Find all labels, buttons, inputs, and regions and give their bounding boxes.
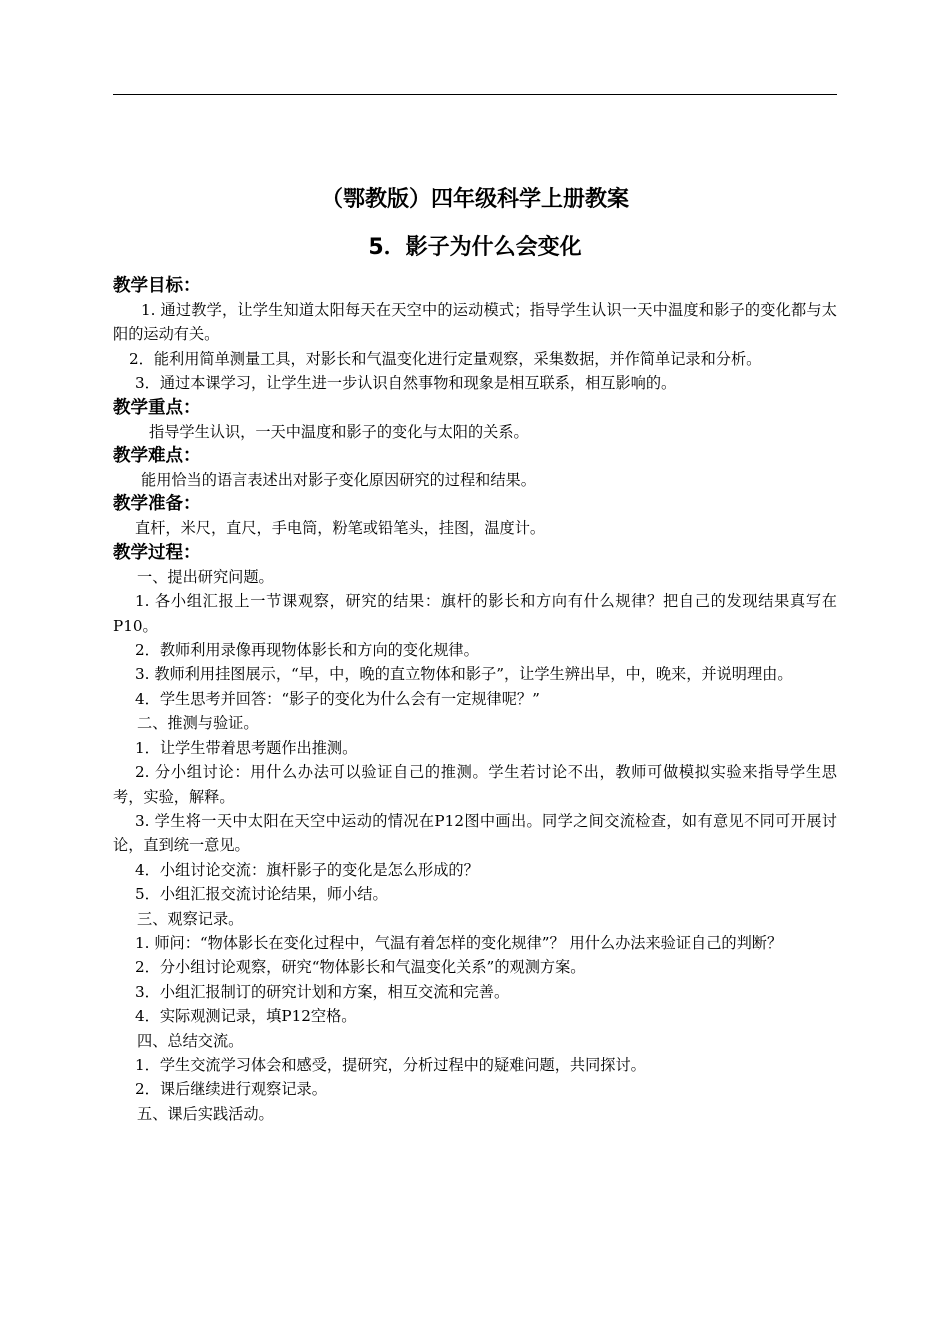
goal-item: 1. 通过教学，让学生知道太阳每天在天空中的运动模式；指导学生认识一天中温度和影子的变化都与太阳的运动有关。	[113, 301, 837, 344]
document-title: （鄂教版）四年级科学上册教案	[320, 187, 629, 212]
process-line: 1. 师问：“物体影长在变化过程中，气温有着怎样的变化规律”？ 用什么办法来验证自己的判断？	[135, 933, 783, 952]
preparation-text: 直杆，米尺，直尺，手电筒，粉笔或铅笔头，挂图，温度计。	[135, 519, 546, 538]
process-line: 4．小组讨论交流：旗杆影子的变化是怎么形成的？	[135, 860, 479, 879]
process-line: 一、提出研究问题。	[137, 567, 274, 586]
goal-item: 2．能利用简单测量工具，对影长和气温变化进行定量观察，采集数据，并作简单记录和分析。	[129, 349, 762, 368]
process-line: 3. 教师利用挂图展示，“早，中，晚的直立物体和影子”，让学生辨出早，中，晚来，并说明理由。	[135, 665, 793, 684]
process-line: 3. 学生将一天中太阳在天空中运动的情况在P12图中画出。同学之间交流检查，如有意见不同可开展讨论，直到统一意见。	[113, 811, 837, 855]
process-line: 1. 各小组汇报上一节课观察，研究的结果：旗杆的影长和方向有什么规律？把自己的发现结果真写在P10。	[113, 592, 837, 635]
process-line: 2．课后继续进行观察记录。	[135, 1080, 327, 1099]
process-line: 三、观察记录。	[137, 909, 244, 928]
goal-item: 3．通过本课学习，让学生进一步认识自然事物和现象是相互联系，相互影响的。	[135, 374, 677, 393]
process-line: 1．让学生带着思考题作出推测。	[135, 738, 358, 757]
process-heading: 教学过程：	[113, 542, 201, 563]
process-line: 1．学生交流学习体会和感受，提研究，分析过程中的疑难问题，共同探讨。	[135, 1055, 646, 1074]
lesson-plan-document	[113, 180, 837, 1126]
process-line: 2. 分小组讨论：用什么办法可以验证自己的推测。学生若讨论不出，教师可做模拟实验来指导学生思考，实验，解释。	[113, 763, 837, 806]
header-rule	[113, 94, 837, 95]
process-line: 五、课后实践活动。	[137, 1104, 274, 1123]
process-line: 4．实际观测记录，填P12空格。	[135, 1007, 357, 1026]
difficulties-text: 能用恰当的语言表述出对影子变化原因研究的过程和结果。	[141, 471, 536, 490]
process-line: 2．教师利用录像再现物体影长和方向的变化规律。	[135, 641, 479, 660]
process-line: 四、总结交流。	[137, 1031, 244, 1050]
key-points-text: 指导学生认识，一天中温度和影子的变化与太阳的关系。	[149, 422, 529, 441]
process-line: 4．学生思考并回答：“影子的变化为什么会有一定规律呢？”	[135, 689, 540, 708]
process-line: 二、推测与验证。	[137, 714, 259, 733]
key-points-heading: 教学重点：	[113, 397, 201, 418]
lesson-title: 5．影子为什么会变化	[368, 235, 582, 260]
process-line: 3．小组汇报制订的研究计划和方案，相互交流和完善。	[135, 982, 510, 1001]
preparation-heading: 教学准备：	[113, 494, 201, 515]
difficulties-heading: 教学难点：	[113, 446, 201, 467]
goals-heading: 教学目标：	[113, 276, 201, 296]
process-line: 5．小组汇报交流讨论结果，师小结。	[135, 885, 388, 904]
process-line: 2．分小组讨论观察，研究“物体影长和气温变化关系”的观测方案。	[135, 958, 586, 977]
